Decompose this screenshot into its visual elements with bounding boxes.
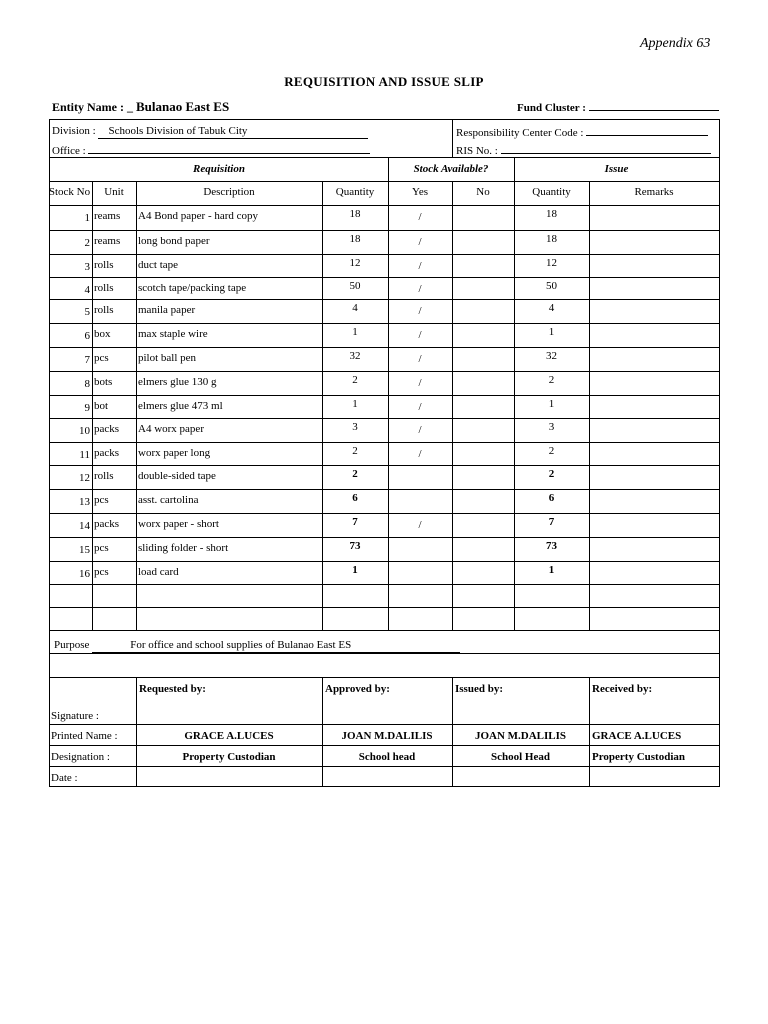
designation-label: Designation :: [51, 751, 110, 763]
grid-row-line: [50, 561, 719, 562]
row-stock-no: 10: [79, 425, 90, 437]
entity-name-label: Entity Name : _: [52, 100, 133, 114]
signatory-heading: Received by:: [592, 683, 653, 695]
row-yes: /: [418, 329, 422, 341]
row-quantity: 2: [352, 374, 358, 386]
row-stock-no: 11: [79, 449, 90, 461]
entity-name-value: Bulanao East ES: [136, 99, 230, 114]
signatory-printed-name: GRACE A.LUCES: [184, 730, 274, 742]
row-description: worx paper - short: [138, 518, 219, 530]
row-yes: /: [418, 236, 422, 248]
row-stock-no: 14: [79, 520, 90, 532]
fund-cluster: [517, 100, 719, 114]
col-no: No: [476, 186, 490, 198]
grid-row-line: [50, 205, 719, 206]
row-unit: packs: [94, 423, 120, 435]
row-unit: pcs: [94, 542, 109, 554]
col-stock-no: Stock No: [48, 186, 91, 198]
office-label: Office :: [52, 145, 86, 157]
signatory-designation: School Head: [491, 751, 550, 763]
row-yes: /: [418, 305, 422, 317]
grid-row-line: [50, 489, 719, 490]
purpose-top-rule: [50, 630, 719, 631]
fund-cluster-label: Fund Cluster :: [517, 102, 586, 114]
row-quantity: 1: [352, 398, 358, 410]
grid-row-line: [50, 465, 719, 466]
remarks-column-line: [589, 205, 590, 584]
row-stock-no: 2: [84, 237, 90, 249]
row-yes: /: [418, 377, 422, 389]
row-description: duct tape: [138, 259, 179, 271]
row-description: max staple wire: [138, 328, 208, 340]
row-issue-quantity: 3: [548, 421, 555, 433]
purpose-mid-rule: [50, 653, 719, 654]
col-unit: Unit: [104, 186, 124, 198]
signatory-row-line: [50, 724, 719, 725]
row-quantity: 50: [349, 280, 361, 292]
row-issue-quantity: 7: [548, 516, 555, 528]
grid-column-line: [388, 157, 389, 630]
row-description: worx paper long: [138, 447, 211, 459]
grid-row-line: [50, 371, 719, 372]
row-stock-no: 7: [84, 354, 90, 366]
signatory-row-line: [50, 766, 719, 767]
row-stock-no: 4: [84, 284, 90, 296]
grid-column-line: [514, 157, 515, 630]
grid-row-line: [50, 323, 719, 324]
grid-row-line: [50, 584, 719, 585]
row-unit: rolls: [94, 282, 114, 294]
row-issue-quantity: 6: [548, 492, 555, 504]
grid-row-line: [50, 418, 719, 419]
row-issue-quantity: 73: [546, 540, 557, 552]
date-label: Date :: [51, 772, 78, 784]
grid-row-line: [50, 277, 719, 278]
grid-row-line: [50, 299, 719, 300]
row-quantity: 18: [349, 233, 361, 245]
row-quantity: 1: [352, 564, 358, 576]
signatory-designation: School head: [358, 751, 416, 763]
entity-name: [52, 99, 229, 115]
row-description: double-sided tape: [138, 470, 216, 482]
rcc-field: [456, 125, 708, 140]
row-yes: /: [418, 424, 422, 436]
row-stock-no: 15: [79, 544, 90, 556]
printed-name-label: Printed Name :: [51, 730, 118, 742]
row-yes: /: [418, 401, 422, 413]
division-label: Division :: [52, 125, 96, 137]
grid-column-line: [136, 181, 137, 630]
row-issue-quantity: 1: [548, 564, 555, 576]
row-quantity: 18: [349, 208, 361, 220]
row-description: A4 Bond paper - hard copy: [138, 210, 259, 222]
grid-row-line: [50, 537, 719, 538]
ris-form: [49, 119, 720, 787]
ris-line: [501, 143, 711, 154]
division-field: [52, 125, 368, 139]
row-yes: /: [418, 260, 422, 272]
row-description: asst. cartolina: [138, 494, 199, 506]
purpose-value: For office and school supplies of Bulanao East ES: [92, 639, 460, 653]
row-yes: /: [418, 353, 422, 365]
row-unit: reams: [94, 210, 121, 222]
row-description: manila paper: [138, 304, 196, 316]
row-stock-no: 16: [79, 568, 90, 580]
grid-row-line: [50, 442, 719, 443]
row-issue-quantity: 1: [548, 398, 555, 410]
signatory-heading: Issued by:: [455, 683, 503, 695]
row-issue-quantity: 1: [548, 326, 555, 338]
col-description: Description: [203, 186, 255, 198]
signature-label: Signature :: [51, 710, 99, 722]
row-yes: /: [418, 519, 422, 531]
rcc-label: Responsibility Center Code :: [456, 127, 584, 139]
grid-row-line: [50, 347, 719, 348]
signatory-heading: Requested by:: [139, 683, 206, 695]
grid-row-line: [50, 230, 719, 231]
row-quantity: 73: [349, 540, 361, 552]
col-issue-quantity: Quantity: [532, 186, 571, 198]
row-quantity: 1: [352, 326, 358, 338]
row-stock-no: 3: [84, 261, 90, 273]
form-title: REQUISITION AND ISSUE SLIP: [284, 74, 484, 89]
row-issue-quantity: 2: [548, 374, 555, 386]
section-issue: Issue: [604, 163, 629, 175]
ris-label: RIS No. :: [456, 145, 498, 157]
row-description: long bond paper: [138, 235, 210, 247]
grid-column-line: [92, 181, 93, 630]
row-description: elmers glue 130 g: [138, 376, 217, 388]
row-unit: pcs: [94, 566, 109, 578]
header-bottom-rule: [50, 157, 719, 158]
purpose-label: Purpose: [54, 639, 90, 651]
row-unit: rolls: [94, 470, 114, 482]
row-stock-no: 12: [79, 472, 90, 484]
appendix-label: Appendix 63: [640, 36, 711, 51]
row-stock-no: 9: [84, 402, 90, 414]
col-quantity: Quantity: [335, 186, 375, 198]
row-description: scotch tape/packing tape: [138, 282, 247, 294]
row-yes: /: [418, 211, 422, 223]
row-issue-quantity: 50: [546, 280, 557, 292]
row-unit: box: [94, 328, 111, 340]
row-issue-quantity: 4: [548, 302, 555, 314]
row-quantity: 3: [352, 421, 358, 433]
row-description: elmers glue 473 ml: [138, 400, 223, 412]
division-value: Schools Division of Tabuk City: [98, 125, 368, 139]
office-line: [88, 143, 370, 154]
row-stock-no: 5: [84, 306, 90, 318]
signatory-printed-name: JOAN M.DALILIS: [341, 730, 433, 742]
row-issue-quantity: 18: [546, 208, 557, 220]
office-field: [52, 143, 370, 158]
row-quantity: 12: [349, 257, 361, 269]
row-unit: pcs: [94, 494, 109, 506]
row-quantity: 2: [352, 445, 358, 457]
row-unit: bots: [94, 376, 113, 388]
signatory-printed-name: GRACE A.LUCES: [592, 730, 682, 742]
row-stock-no: 13: [79, 496, 90, 508]
row-description: A4 worx paper: [138, 423, 204, 435]
section-rule: [50, 181, 719, 182]
row-quantity: 32: [349, 350, 361, 362]
signatory-designation: Property Custodian: [592, 751, 685, 763]
section-requisition: Requisition: [193, 163, 245, 175]
signatory-column-line: [589, 677, 590, 787]
ris-field: [456, 143, 711, 158]
section-stock-available: Stock Available?: [413, 163, 489, 175]
signatory-printed-name: JOAN M.DALILIS: [474, 730, 567, 742]
col-yes: Yes: [411, 186, 428, 198]
row-description: load card: [138, 566, 179, 578]
row-issue-quantity: 2: [548, 468, 555, 480]
row-issue-quantity: 32: [546, 350, 557, 362]
row-unit: reams: [94, 235, 121, 247]
row-description: pilot ball pen: [138, 352, 197, 364]
row-unit: packs: [94, 447, 120, 459]
fund-cluster-line: [589, 100, 719, 111]
row-stock-no: 6: [84, 330, 90, 342]
row-description: sliding folder - short: [138, 542, 229, 554]
row-yes: /: [418, 283, 422, 295]
row-unit: pcs: [94, 352, 109, 364]
purpose-bottom-rule: [50, 677, 719, 678]
row-quantity: 6: [352, 492, 358, 504]
row-stock-no: 8: [84, 378, 90, 390]
row-quantity: 2: [352, 468, 358, 480]
header-divider: [452, 120, 453, 157]
col-remarks: Remarks: [634, 186, 674, 198]
row-unit: rolls: [94, 304, 114, 316]
row-stock-no: 1: [84, 212, 90, 224]
row-issue-quantity: 2: [548, 445, 555, 457]
row-unit: packs: [94, 518, 120, 530]
grid-row-line: [50, 607, 719, 608]
row-issue-quantity: 18: [546, 233, 557, 245]
signatory-designation: Property Custodian: [182, 751, 276, 763]
row-quantity: 4: [352, 302, 358, 314]
row-yes: /: [418, 448, 422, 460]
grid-row-line: [50, 513, 719, 514]
row-quantity: 7: [352, 516, 358, 528]
row-unit: bot: [94, 400, 109, 412]
purpose-field: [54, 639, 460, 653]
row-unit: rolls: [94, 259, 114, 271]
grid-row-line: [50, 254, 719, 255]
grid-row-line: [50, 395, 719, 396]
rcc-line: [586, 125, 708, 136]
signatory-row-line: [50, 745, 719, 746]
signatory-heading: Approved by:: [325, 683, 390, 695]
grid-column-line: [452, 181, 453, 630]
row-issue-quantity: 12: [546, 257, 557, 269]
